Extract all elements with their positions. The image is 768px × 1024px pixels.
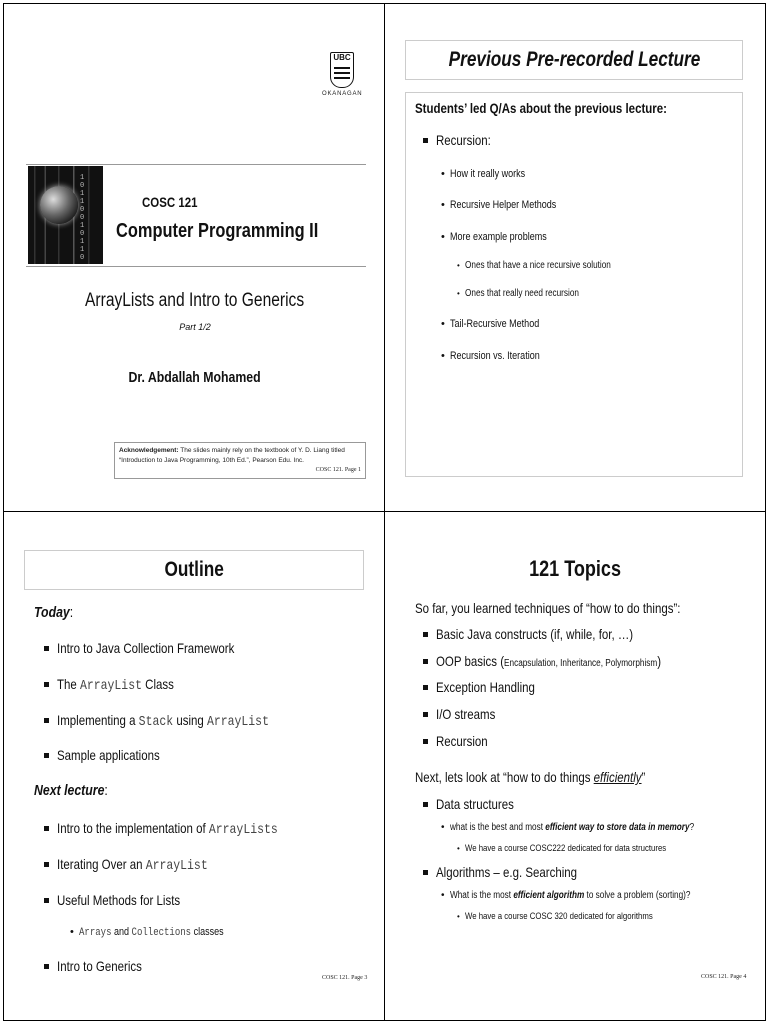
- list-item: Iterating Over an ArrayList: [44, 856, 241, 874]
- acknowledgement-box: Acknowledgement: The slides mainly rely on the textbook of Y. D. Liang titled “Introduction to Java Programming, 10th Ed.”, Pearson Edu. Inc. COSC 121. Page 1: [114, 442, 366, 479]
- sub-list-item: • Recursive Helper Methods: [441, 199, 579, 211]
- sub-sub-list-item: • We have a course COSC 320 dedicated for algorithms: [457, 911, 694, 922]
- sub-list-item: • Arrays and Collections classes: [70, 926, 255, 939]
- globe-icon: [40, 186, 78, 224]
- sub-list-item: • How it really works: [441, 168, 542, 180]
- list-item: Sample applications: [44, 747, 182, 763]
- course-code: COSC 121: [142, 194, 198, 210]
- lecture-part: Part 1/2: [179, 322, 211, 332]
- sub-list-item: • what is the best and most efficient way to store data in memory?: [441, 822, 747, 833]
- today-heading: Today:: [34, 604, 74, 621]
- list-item: Exception Handling: [423, 679, 557, 695]
- slide-2-previous-lecture: [384, 3, 766, 512]
- intro-text: So far, you learned techniques of “how to do things”:: [415, 600, 681, 616]
- slide-title: Previous Pre-recorded Lecture: [405, 40, 743, 80]
- slide-1-title: [3, 3, 385, 512]
- page-number: COSC 121. Page 1: [315, 467, 361, 473]
- sub-list-item: • Ones that have a nice recursive solution: [457, 260, 643, 271]
- intro-text: Next, lets look at “how to do things efficiently”: [415, 769, 646, 785]
- list-item: The ArrayList Class: [44, 676, 200, 694]
- list-item: Intro to the implementation of ArrayLists: [44, 820, 326, 838]
- sub-list-item: • What is the most efficient algorithm to solve a problem (sorting)?: [441, 890, 743, 901]
- slide-4-topics: [384, 511, 766, 1021]
- logo-subtitle: OKANAGAN: [322, 91, 363, 97]
- sub-sub-list-item: • We have a course COSC222 dedicated for data structures: [457, 843, 710, 854]
- slide-3-outline: [3, 511, 385, 1021]
- sub-list-item: • Tail-Recursive Method: [441, 318, 559, 330]
- ubc-logo: [322, 52, 362, 97]
- page-number: COSC 121. Page 3: [322, 975, 368, 981]
- crest-icon: UBC: [330, 52, 354, 88]
- list-item: Algorithms – e.g. Searching: [423, 864, 608, 880]
- list-item: Implementing a Stack using ArrayList: [44, 712, 316, 730]
- next-lecture-heading: Next lecture:: [34, 782, 108, 799]
- list-item: Useful Methods for Lists: [44, 892, 207, 908]
- divider: [26, 266, 366, 267]
- list-item: Data structures: [423, 796, 531, 812]
- list-item: OOP basics (Encapsulation, Inheritance, Polymorphism): [423, 653, 710, 669]
- sub-list-item: • Ones that really need recursion: [457, 288, 604, 299]
- divider: [26, 164, 366, 165]
- content-box: [405, 92, 743, 477]
- list-item: Recursion: [423, 733, 499, 749]
- list-item: Intro to Java Collection Framework: [44, 640, 273, 656]
- course-name: Computer Programming II: [116, 220, 319, 242]
- sub-list-item: • More example problems: [441, 231, 568, 243]
- slide-title: 121 Topics: [529, 556, 621, 581]
- intro-text: Students’ led Q/As about the previous lecture:: [415, 100, 667, 116]
- list-item: I/O streams: [423, 706, 508, 722]
- list-item: Intro to Generics: [44, 958, 161, 974]
- globe-banner-image: 1 0 1 1 0 0 1 0 1 1 0: [28, 166, 103, 264]
- list-item: Recursion:: [423, 132, 503, 148]
- lecture-topic: ArrayLists and Intro to Generics: [85, 290, 305, 311]
- sub-list-item: • Recursion vs. Iteration: [441, 350, 559, 362]
- author-name: Dr. Abdallah Mohamed: [128, 369, 262, 386]
- page-number: COSC 121. Page 4: [701, 974, 747, 980]
- slide-title: Outline: [24, 550, 364, 590]
- list-item: Basic Java constructs (if, while, for, …): [423, 626, 676, 642]
